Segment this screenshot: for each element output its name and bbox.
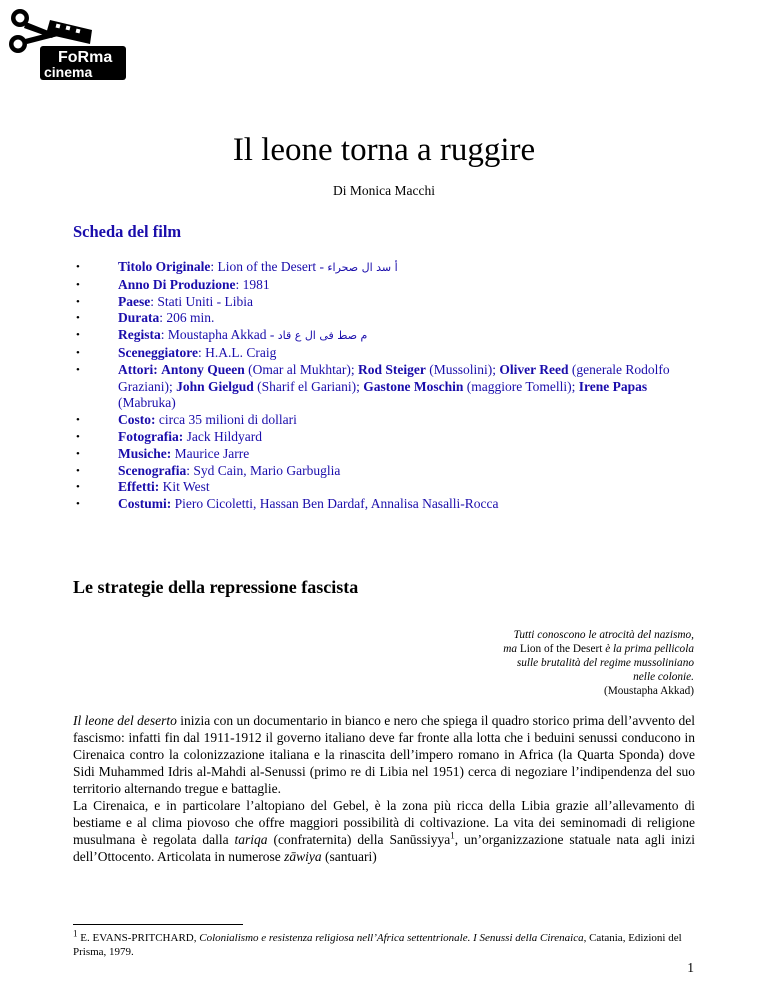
page-title: Il leone torna a ruggire [232,132,536,168]
paragraph: Il leone del deserto inizia con un documentario in bianco e nero che spiega il quadro storico prima dell’avvento del fascismo: infatti fin dal 1911-1912 il governo italiano deve far fronte alla lotta che i beduini senussi conducono in Cirenaica contro la colonizzazione italiana e la rinascita dell’impero romano in Africa (la Quarta Sponda) dove Sidi Muhammed Idris al-Mahdi al-Senussi (primo re di Libia nel 1951) cerca di negoziare l’indipendenza del suo territorio alternando tregue e battaglie. [73,713,696,796]
info-item: • Costumi: Piero Cicoletti, Hassan Ben Dardaf, Annalisa Nasalli-Rocca [73,496,693,513]
paragraph: La Cirenaica, e in particolare l’altopiano del Gebel, è la zona più ricca della Libia grazie all’allevamento di bestiame e al clima piovoso che offre maggiori possibilità di coltivazione. La vita dei seminomadi di religione musulmana è regolata dalla tariqa (confraternita) della Sanūssiyya$^1$, un’organizzazione statuale nata agli inizi dell’Ottocento. Articolata in numerose zāwiya (santuari) [73,798,695,864]
section-heading-strategie: Le strategie della repressione fascista [73,577,359,597]
info-item: • Anno Di Produzione: 1981 [73,277,693,294]
info-item: • Titolo Originale: Lion of the Desert - أ سد ال صحراء [73,259,693,277]
info-item: • Sceneggiatore: H.A.L. Craig [73,345,693,362]
info-item-actors: • Attori: Antony Queen (Omar al Mukhtar); Rod Steiger (Mussolini); Oliver Reed (generale Rodolfo Graziani); John Gielgud (Sharif el Gariani); Gastone Moschin (maggiore Tomelli); Irene Papas (Mabruka) [73,362,693,412]
info-item: • Paese: Stati Uniti - Libia [73,294,693,311]
info-item: • Fotografia: Jack Hildyard [73,429,693,446]
info-item: • Scenografia: Syd Cain, Mario Garbuglia [73,463,693,480]
page-number: 1 [687,960,694,975]
logo-text-forma: FoRma [58,49,113,66]
footnote-ref: 1 [450,830,455,841]
section-heading-scheda: Scheda del film [73,222,182,241]
epigraph-quote: Tutti conoscono le atrocità del nazismo, ma Lion of the Desert è la prima pellicola sulle brutalità del regime mussoliniano nelle colonie. (Moustapha Akkad) [394,628,694,698]
footnote-separator [73,924,243,925]
body-text [73,712,695,865]
info-item: • Durata: 206 min. [73,310,693,327]
footnote: $^1$ E. EVANS-PRITCHARD, Colonialismo e resistenza religiosa nell’Africa settentrionale. I Senussi della Cirenaica, Catania, Edizioni del Prisma, 1979. [73,928,682,958]
formacinema-logo [6,4,126,82]
info-item: • Costo: circa 35 milioni di dollari [73,412,693,429]
info-item: • Musiche: Maurice Jarre [73,446,693,463]
info-item: • Regista: Moustapha Akkad - م صط فى ال ع قاد [73,327,693,345]
logo-text-cinema: cinema [44,64,93,80]
film-info-list [73,259,693,513]
quote-source: (Moustapha Akkad) [603,685,694,697]
info-item: • Effetti: Kit West [73,479,693,496]
author-line: Di Monica Macchi [333,183,435,198]
